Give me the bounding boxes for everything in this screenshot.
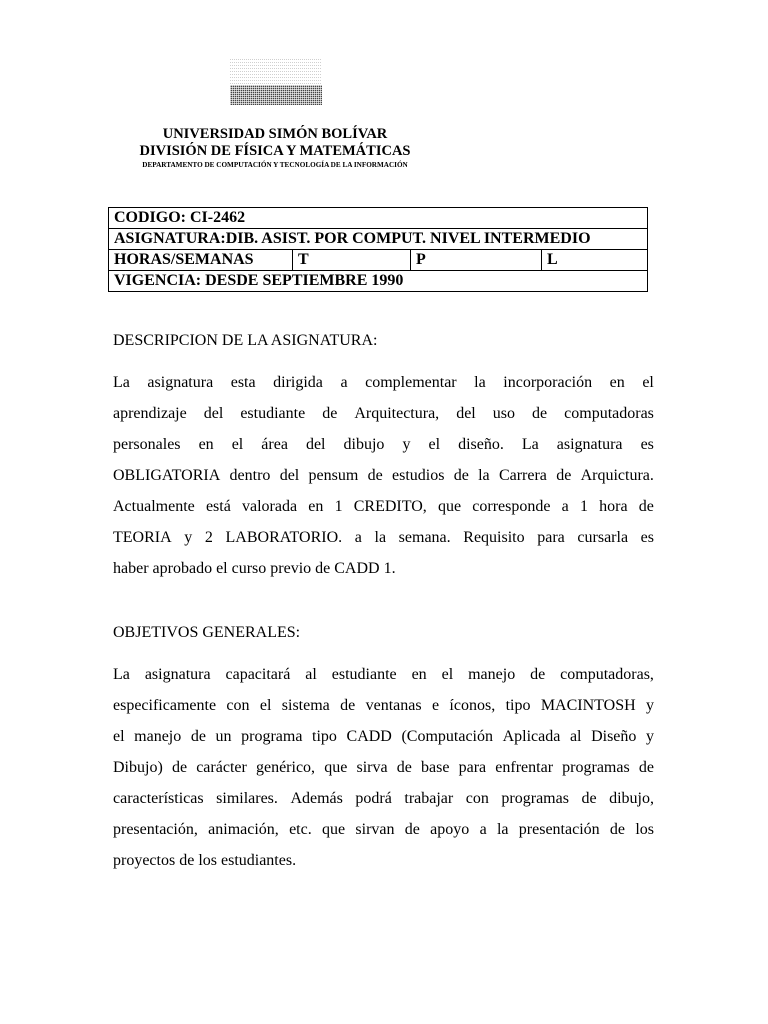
word: al	[569, 728, 582, 745]
word: Además	[290, 790, 343, 807]
word: computadoras	[564, 405, 654, 422]
word: de	[340, 697, 356, 714]
word: es	[640, 436, 654, 453]
paragraph-line	[113, 690, 654, 721]
word: cursarla	[577, 529, 629, 546]
word: a	[340, 374, 348, 391]
table-row	[109, 208, 648, 229]
word: la	[478, 467, 490, 484]
word: de	[556, 467, 572, 484]
word: el	[113, 728, 125, 745]
word: y	[646, 697, 654, 714]
p-cell: P	[411, 250, 542, 271]
word: dentro	[229, 467, 271, 484]
word: el	[642, 374, 654, 391]
word: de	[638, 759, 654, 776]
word: 2	[204, 529, 213, 546]
table-row	[109, 250, 648, 271]
word: aprobado	[152, 560, 217, 577]
word: animación,	[208, 821, 279, 838]
word: complementar	[365, 374, 457, 391]
word: carácter	[196, 759, 247, 776]
logo-dark-band	[230, 85, 322, 105]
paragraph-line	[113, 491, 654, 522]
word: los	[198, 852, 221, 869]
word: dirigida	[273, 374, 323, 391]
word: Requisito	[463, 529, 525, 546]
word: proyectos	[113, 852, 180, 869]
word: y	[184, 529, 193, 546]
word: Diseño	[591, 728, 637, 745]
paragraph-line	[113, 814, 654, 845]
word: íconos,	[449, 697, 496, 714]
word: a	[479, 821, 487, 838]
word: con	[465, 790, 489, 807]
paragraph-line	[113, 398, 654, 429]
word: que	[324, 759, 348, 776]
codigo-cell: CODIGO: CI-2462	[109, 208, 648, 229]
word: Arquictura.	[580, 467, 654, 484]
word: el	[441, 666, 454, 683]
word: incorporación	[503, 374, 593, 391]
word: haber	[113, 560, 153, 577]
word: el	[231, 436, 244, 453]
word: enfrentar	[495, 759, 554, 776]
department-name: DEPARTAMENTO DE COMPUTACIÓN Y TECNOLOGÍA DE LA INFORMACIÓN	[142, 161, 408, 169]
paragraph-line	[113, 721, 654, 752]
word: del	[456, 405, 476, 422]
word: tipo	[312, 728, 337, 745]
word: e	[431, 697, 440, 714]
descripcion-title: DESCRIPCION DE LA ASIGNATURA:	[113, 332, 378, 349]
word: etc.	[289, 821, 312, 838]
word: capacitará	[225, 666, 291, 683]
word: TEORIA	[113, 529, 172, 546]
word: hora	[599, 498, 628, 515]
paragraph-line	[113, 783, 654, 814]
word: tipo	[505, 697, 531, 714]
word: 1.	[383, 560, 396, 577]
word: MACINTOSH	[540, 697, 636, 714]
word: 1	[579, 498, 588, 515]
word: base	[421, 759, 450, 776]
word: CADD	[334, 560, 384, 577]
word: de	[404, 821, 420, 838]
word: estudiante	[331, 666, 397, 683]
paragraph-line	[113, 752, 654, 783]
word: computadoras,	[560, 666, 654, 683]
word: de	[453, 467, 469, 484]
word: los	[635, 821, 654, 838]
word: La	[521, 436, 539, 453]
asignatura-cell: ASIGNATURA:DIB. ASIST. POR COMPUT. NIVEL INTERMEDIO	[109, 229, 648, 250]
word: asignatura	[147, 374, 214, 391]
word: genérico,	[255, 759, 316, 776]
word: el	[216, 560, 232, 577]
word: OBLIGATORIA	[113, 467, 221, 484]
word: Dibujo)	[113, 759, 163, 776]
division-name: DIVISIÓN DE FÍSICA Y MATEMÁTICAS	[139, 143, 411, 159]
t-cell: T	[293, 250, 411, 271]
word: de	[322, 405, 338, 422]
word: podrá	[355, 790, 392, 807]
word: de	[530, 666, 546, 683]
paragraph-line	[113, 845, 654, 876]
word: un	[215, 728, 232, 745]
word: de	[532, 405, 548, 422]
word: aprendizaje	[113, 405, 187, 422]
word: La	[113, 374, 130, 391]
word: a	[354, 529, 362, 546]
word: programas	[562, 759, 630, 776]
word: en	[198, 436, 214, 453]
word: de	[396, 759, 412, 776]
word: uso	[492, 405, 515, 422]
word: previo	[270, 560, 316, 577]
word: y	[646, 728, 654, 745]
word: a	[561, 498, 569, 515]
paragraph-line	[113, 460, 654, 491]
word: para	[458, 759, 487, 776]
word: dibujo,	[609, 790, 654, 807]
word: de	[638, 498, 654, 515]
word: programas	[501, 790, 569, 807]
word: al	[305, 666, 317, 683]
word: Aplicada	[502, 728, 561, 745]
word: de	[179, 852, 199, 869]
word: la	[496, 821, 509, 838]
university-logo	[230, 57, 322, 105]
word: que	[322, 821, 346, 838]
horas-label-cell: HORAS/SEMANAS	[109, 250, 293, 271]
word: pensum	[308, 467, 359, 484]
word: con	[226, 697, 250, 714]
objetivos-paragraph	[113, 659, 654, 876]
table-row	[109, 271, 648, 292]
word: en	[609, 374, 625, 391]
word: Carrera	[498, 467, 547, 484]
word: valorada	[242, 498, 298, 515]
word: especificamente	[113, 697, 217, 714]
word: del	[305, 436, 326, 453]
word: es	[640, 529, 654, 546]
word: sistema	[281, 697, 330, 714]
word: Actualmente	[113, 498, 195, 515]
word: en	[308, 498, 324, 515]
course-info-table	[108, 207, 648, 292]
word: que	[437, 498, 462, 515]
word: Arquitectura,	[354, 405, 440, 422]
word: la	[374, 529, 387, 546]
paragraph-line	[113, 367, 654, 398]
paragraph-line	[113, 553, 654, 584]
word: semana.	[398, 529, 451, 546]
paragraph-line	[113, 659, 654, 690]
word: personales	[113, 436, 181, 453]
word: sirva	[356, 759, 388, 776]
word: manejo	[134, 728, 182, 745]
word: diseño.	[458, 436, 504, 453]
word: LABORATORIO.	[225, 529, 343, 546]
table-row	[109, 229, 648, 250]
word: para	[537, 529, 565, 546]
word: está	[205, 498, 231, 515]
word: el	[259, 697, 272, 714]
word: programa	[241, 728, 303, 745]
word: CREDITO,	[353, 498, 427, 515]
word: del	[203, 405, 224, 422]
word: manejo	[468, 666, 516, 683]
word: en	[411, 666, 427, 683]
word: de	[315, 560, 335, 577]
word: 1	[334, 498, 343, 515]
word: La	[113, 666, 130, 683]
objetivos-title: OBJETIVOS GENERALES:	[113, 624, 301, 641]
word: sirvan	[355, 821, 395, 838]
vigencia-cell: VIGENCIA: DESDE SEPTIEMBRE 1990	[109, 271, 648, 292]
word: esta	[230, 374, 256, 391]
word: CADD	[346, 728, 392, 745]
word: presentación	[518, 821, 600, 838]
word: y	[402, 436, 411, 453]
word: área	[261, 436, 288, 453]
paragraph-line	[113, 522, 654, 553]
word: de	[609, 821, 626, 838]
word: dibujo	[343, 436, 385, 453]
word: asignatura	[144, 666, 211, 683]
word: características	[113, 790, 204, 807]
word: del	[279, 467, 300, 484]
word: presentación,	[113, 821, 198, 838]
word: ventanas	[365, 697, 422, 714]
word: asignatura	[556, 436, 623, 453]
word: la	[474, 374, 486, 391]
word: corresponde	[472, 498, 551, 515]
word: trabajar	[404, 790, 454, 807]
word: de	[171, 759, 188, 776]
descripcion-paragraph	[113, 367, 654, 584]
l-cell: L	[542, 250, 648, 271]
paragraph-line	[113, 429, 654, 460]
word: apoyo	[430, 821, 470, 838]
word: similares.	[216, 790, 278, 807]
university-name: UNIVERSIDAD SIMÓN BOLÍVAR	[162, 126, 388, 142]
word: curso	[231, 560, 271, 577]
word: de	[367, 467, 383, 484]
word: de	[581, 790, 597, 807]
word: (Computación	[401, 728, 493, 745]
word: estudios	[391, 467, 445, 484]
word: estudiante	[240, 405, 306, 422]
word: de	[190, 728, 206, 745]
word: estudiantes.	[220, 852, 297, 869]
word: el	[428, 436, 441, 453]
